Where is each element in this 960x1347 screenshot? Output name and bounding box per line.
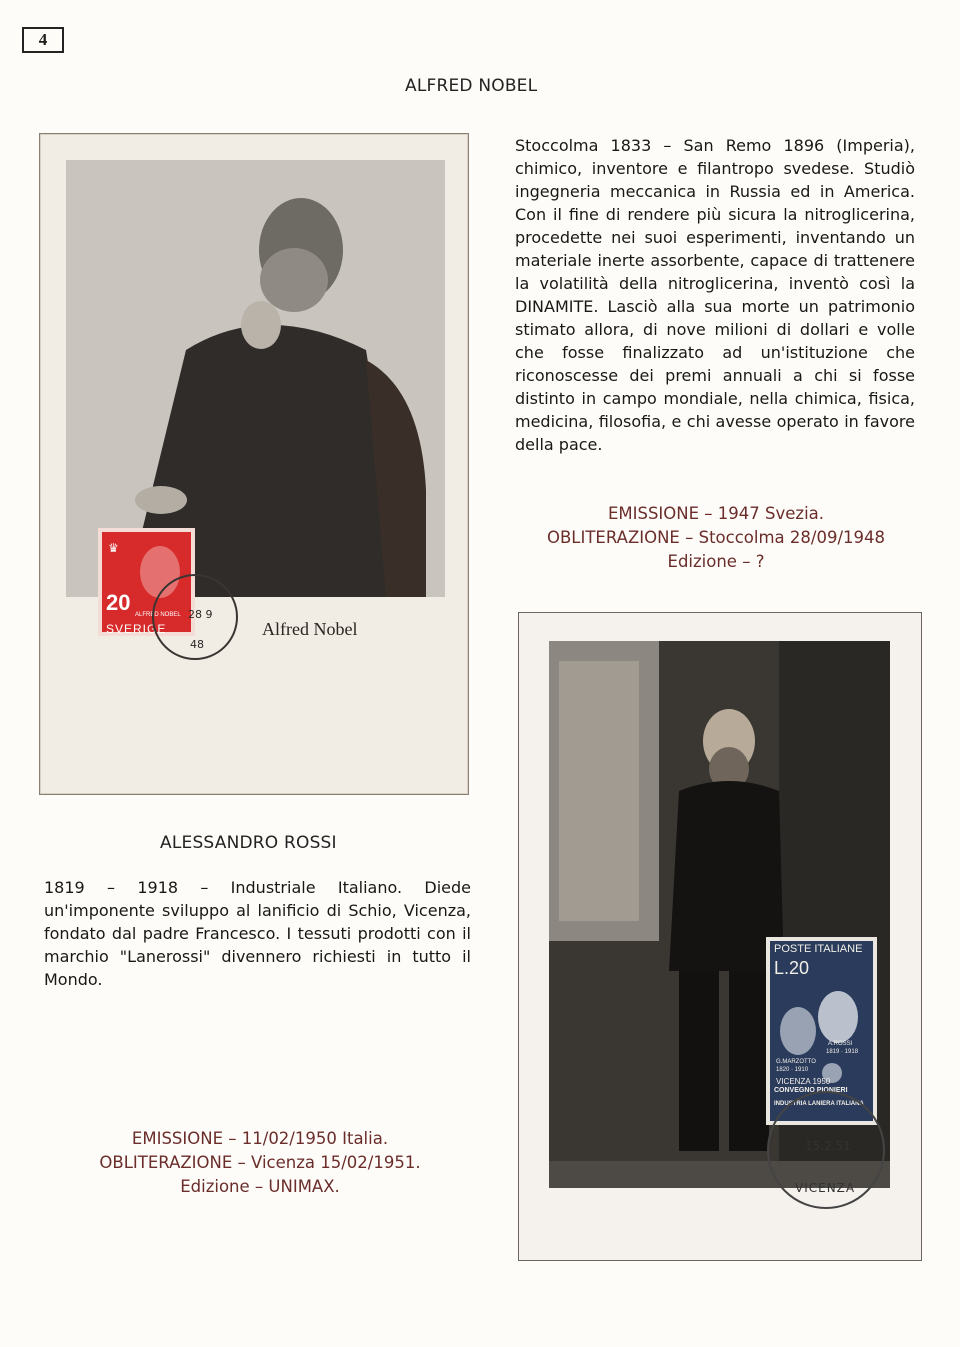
stamp-line3: G.MARZOTTO bbox=[776, 1059, 816, 1065]
stamp-value: 20 bbox=[106, 590, 131, 615]
nobel-biography: Stoccolma 1833 – San Remo 1896 (Imperia), chimico, inventore e filantropo svedese. Studiò ingegneria meccanica in Russia ed in America. Con il fine di rendere più sicura la nitroglicerina, procedette nei suoi esperimenti, inventando un materiale inerte assorbente, capace di trattenere la volatilità della nitroglicerina, inventò così la DINAMITE. Lasciò alla sua morte un patrimonio stimato allora, di nove milioni di dollari e volle che fosse finalizzato ad un'istituzione che riconoscesse dei premi annuali a chi si fosse distinto in campo mondiale, nella chimica, fisica, medicina, filosofia, e chi avesse operato in favore della pace. bbox=[515, 136, 915, 454]
postmark-year: 48 bbox=[190, 638, 204, 651]
rossi-edizione: Edizione – UNIMAX. bbox=[180, 1177, 340, 1196]
stamp-country: SVERIGE bbox=[106, 622, 167, 636]
postmark-date: 28 9 bbox=[188, 608, 213, 621]
rossi-obliterazione: OBLITERAZIONE – Vicenza 15/02/1951. bbox=[99, 1153, 421, 1172]
stamp-name: ALFRED NOBEL bbox=[135, 612, 181, 618]
stamp-line5: VICENZA 1950 bbox=[776, 1077, 831, 1086]
nobel-obliterazione: OBLITERAZIONE – Stoccolma 28/09/1948 bbox=[546, 528, 885, 547]
nobel-title: ALFRED NOBEL bbox=[405, 76, 538, 96]
stamp-line1: A.ROSSI bbox=[828, 1041, 853, 1047]
stamp-portraits-icon bbox=[770, 981, 873, 1091]
nobel-edizione: Edizione – ? bbox=[667, 552, 765, 571]
nobel-issue-info bbox=[516, 502, 916, 574]
vicenza-postmark bbox=[767, 1091, 885, 1209]
stamp-bottom1: CONVEGNO PIONIERI bbox=[774, 1087, 848, 1094]
stamp-header: POSTE ITALIANE bbox=[774, 943, 863, 955]
stockholm-postmark bbox=[152, 574, 238, 660]
rossi-title: ALESSANDRO ROSSI bbox=[160, 833, 337, 853]
postmark-date: 15.2.51 bbox=[805, 1139, 851, 1153]
svg-text:♛: ♛ bbox=[108, 541, 119, 555]
rossi-biography: 1819 – 1918 – Industriale Italiano. Diede un'imponente sviluppo al lanificio di Schio, Vicenza, fondato dal padre Francesco. I tessuti prodotti con il marchio "Lanerossi" divennero richiesti in tutto il Mondo. bbox=[44, 878, 471, 989]
page-number: 4 bbox=[22, 27, 64, 53]
stamp-line2: 1819 · 1918 bbox=[826, 1049, 859, 1055]
stamp-value: L.20 bbox=[774, 958, 810, 978]
rossi-maximum-card bbox=[518, 612, 922, 1261]
postmark-city: VICENZA bbox=[795, 1181, 856, 1195]
stamp-line4: 1820 · 1910 bbox=[776, 1067, 809, 1073]
rossi-emissione: EMISSIONE – 11/02/1950 Italia. bbox=[131, 1129, 389, 1148]
rossi-issue-info bbox=[40, 1127, 480, 1199]
stamp-bottom2: INDUSTRIA LANIERA ITALIANA bbox=[774, 1101, 864, 1107]
nobel-maximum-card bbox=[39, 133, 469, 795]
nobel-emissione: EMISSIONE – 1947 Svezia. bbox=[607, 504, 825, 523]
card-caption: Alfred Nobel bbox=[262, 619, 358, 639]
